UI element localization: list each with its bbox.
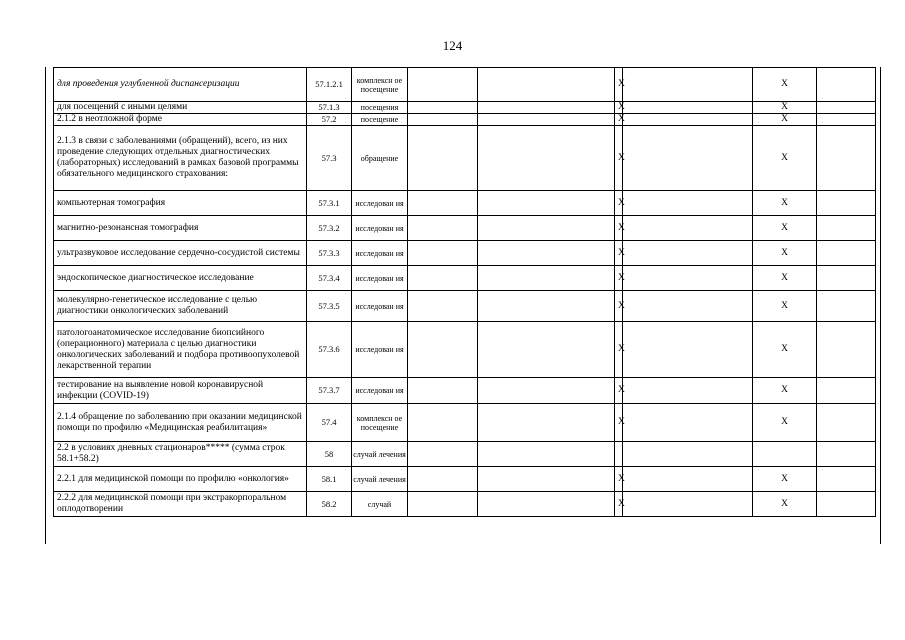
row-code-cell: 58 [307, 442, 352, 467]
value-cell [408, 266, 478, 291]
row-unit-cell: исследован ия [352, 322, 408, 378]
row-unit-cell: случай лечения [352, 442, 408, 467]
row-code-cell: 57.3.6 [307, 322, 352, 378]
row-code-cell: 57.2 [307, 114, 352, 126]
row-unit-cell: посещение [352, 114, 408, 126]
row-name-cell: 2.1.4 обращение по заболеванию при оказании медицинской помощи по профилю «Медицинская реабилитация» [54, 404, 307, 442]
value-cell: X [615, 102, 623, 114]
row-name-cell: молекулярно-генетическое исследование с целью диагностики онкологических заболеваний [54, 291, 307, 322]
table-row [54, 68, 876, 102]
value-cell [408, 492, 478, 517]
row-code-cell: 57.1.2.1 [307, 68, 352, 102]
row-unit-cell: исследован ия [352, 266, 408, 291]
row-name-cell: для проведения углубленной диспансеризации [54, 68, 307, 102]
table-row [54, 241, 876, 266]
table-row [54, 291, 876, 322]
value-cell: X [753, 492, 817, 517]
table-row [54, 216, 876, 241]
value-cell [408, 126, 478, 191]
value-cell [623, 241, 753, 266]
row-name-cell: патологоанатомическое исследование биопсийного (операционного) материала с целью диагностики онкологических заболеваний и подбора противоопухолевой лекарственной терапии [54, 322, 307, 378]
value-cell [478, 114, 615, 126]
row-name-cell: 2.1.2 в неотложной форме [54, 114, 307, 126]
row-code-cell: 58.2 [307, 492, 352, 517]
row-code-cell: 57.1.3 [307, 102, 352, 114]
value-cell [408, 404, 478, 442]
value-cell: X [753, 291, 817, 322]
value-cell [408, 291, 478, 322]
value-cell [817, 216, 876, 241]
table-row [54, 492, 876, 517]
page-number: 124 [442, 38, 463, 53]
value-cell [478, 467, 615, 492]
value-cell: X [753, 241, 817, 266]
value-cell [478, 492, 615, 517]
data-table [53, 67, 876, 517]
value-cell [623, 266, 753, 291]
value-cell [817, 404, 876, 442]
row-name-cell: 2.1.3 в связи с заболеваниями (обращений), всего, из них проведение следующих отдельных диагностических (лабораторных) исследований в рамках базовой программы обязательного медицинского страхования: [54, 126, 307, 191]
value-cell [817, 241, 876, 266]
value-cell [478, 322, 615, 378]
row-name-cell: для посещений с иными целями [54, 102, 307, 114]
value-cell [478, 291, 615, 322]
value-cell [478, 68, 615, 102]
value-cell [408, 191, 478, 216]
value-cell [623, 467, 753, 492]
row-code-cell: 57.3.7 [307, 378, 352, 404]
row-unit-cell: комплексн ое посещение [352, 404, 408, 442]
value-cell [478, 266, 615, 291]
value-cell: X [615, 404, 623, 442]
table-row [54, 102, 876, 114]
value-cell [817, 126, 876, 191]
row-unit-cell: обращение [352, 126, 408, 191]
value-cell [408, 322, 478, 378]
row-unit-cell: исследован ия [352, 378, 408, 404]
value-cell [623, 216, 753, 241]
row-unit-cell: исследован ия [352, 291, 408, 322]
value-cell [408, 467, 478, 492]
value-cell [817, 68, 876, 102]
row-unit-cell: случай [352, 492, 408, 517]
row-unit-cell: посещения [352, 102, 408, 114]
value-cell: X [615, 126, 623, 191]
value-cell [623, 68, 753, 102]
value-cell [623, 442, 753, 467]
value-cell [408, 442, 478, 467]
value-cell: X [753, 216, 817, 241]
value-cell [817, 191, 876, 216]
value-cell [408, 216, 478, 241]
table-row [54, 266, 876, 291]
value-cell [817, 291, 876, 322]
value-cell [478, 241, 615, 266]
value-cell: X [615, 322, 623, 378]
row-code-cell: 57.3.3 [307, 241, 352, 266]
value-cell: X [753, 322, 817, 378]
value-cell [817, 322, 876, 378]
value-cell: X [615, 191, 623, 216]
value-cell: X [753, 404, 817, 442]
value-cell [623, 291, 753, 322]
table-body [54, 68, 876, 517]
value-cell: X [615, 241, 623, 266]
value-cell: X [753, 378, 817, 404]
value-cell [817, 492, 876, 517]
value-cell: X [615, 114, 623, 126]
table-row [54, 322, 876, 378]
value-cell [817, 102, 876, 114]
value-cell [408, 241, 478, 266]
table-row [54, 404, 876, 442]
value-cell: X [753, 126, 817, 191]
value-cell: X [753, 68, 817, 102]
value-cell: X [753, 467, 817, 492]
row-code-cell: 57.3.4 [307, 266, 352, 291]
row-name-cell: 2.2 в условиях дневных стационаров***** (сумма строк 58.1+58.2) [54, 442, 307, 467]
value-cell [408, 114, 478, 126]
table-row [54, 114, 876, 126]
value-cell [623, 492, 753, 517]
value-cell [623, 404, 753, 442]
table-row [54, 191, 876, 216]
value-cell [478, 404, 615, 442]
value-cell [478, 191, 615, 216]
row-code-cell: 57.3 [307, 126, 352, 191]
value-cell [408, 378, 478, 404]
value-cell [478, 442, 615, 467]
row-name-cell: компьютерная томография [54, 191, 307, 216]
row-code-cell: 57.3.1 [307, 191, 352, 216]
value-cell: X [615, 266, 623, 291]
table-row [54, 442, 876, 467]
row-code-cell: 57.3.2 [307, 216, 352, 241]
row-code-cell: 58.1 [307, 467, 352, 492]
row-name-cell: тестирование на выявление новой коронавирусной инфекции (COVID-19) [54, 378, 307, 404]
value-cell: X [753, 114, 817, 126]
value-cell [408, 68, 478, 102]
value-cell: X [615, 467, 623, 492]
row-unit-cell: исследован ия [352, 216, 408, 241]
row-code-cell: 57.3.5 [307, 291, 352, 322]
row-name-cell: магнитно-резонансная томография [54, 216, 307, 241]
table-row [54, 378, 876, 404]
row-unit-cell: комплексн ое посещение [352, 68, 408, 102]
value-cell [408, 102, 478, 114]
row-code-cell: 57.4 [307, 404, 352, 442]
value-cell [478, 378, 615, 404]
row-unit-cell: исследован ия [352, 241, 408, 266]
value-cell: X [753, 266, 817, 291]
value-cell [478, 216, 615, 241]
value-cell: X [615, 291, 623, 322]
value-cell [478, 102, 615, 114]
value-cell [817, 378, 876, 404]
value-cell: X [615, 216, 623, 241]
value-cell [478, 126, 615, 191]
value-cell [623, 322, 753, 378]
row-name-cell: 2.2.2 для медицинской помощи при экстракорпоральном оплодотворении [54, 492, 307, 517]
row-name-cell: ультразвуковое исследование сердечно-сосудистой системы [54, 241, 307, 266]
value-cell [615, 442, 623, 467]
table-row [54, 467, 876, 492]
value-cell: X [615, 378, 623, 404]
row-name-cell: эндоскопическое диагностическое исследование [54, 266, 307, 291]
value-cell [623, 102, 753, 114]
value-cell [817, 114, 876, 126]
row-unit-cell: случай лечения [352, 467, 408, 492]
table-row [54, 126, 876, 191]
value-cell [623, 378, 753, 404]
value-cell: X [753, 102, 817, 114]
value-cell [817, 442, 876, 467]
value-cell: X [615, 68, 623, 102]
value-cell [817, 467, 876, 492]
row-name-cell: 2.2.1 для медицинской помощи по профилю «онкология» [54, 467, 307, 492]
value-cell [623, 114, 753, 126]
value-cell [623, 126, 753, 191]
value-cell: X [753, 191, 817, 216]
value-cell [623, 191, 753, 216]
row-unit-cell: исследован ия [352, 191, 408, 216]
value-cell [753, 442, 817, 467]
value-cell [817, 266, 876, 291]
value-cell: X [615, 492, 623, 517]
